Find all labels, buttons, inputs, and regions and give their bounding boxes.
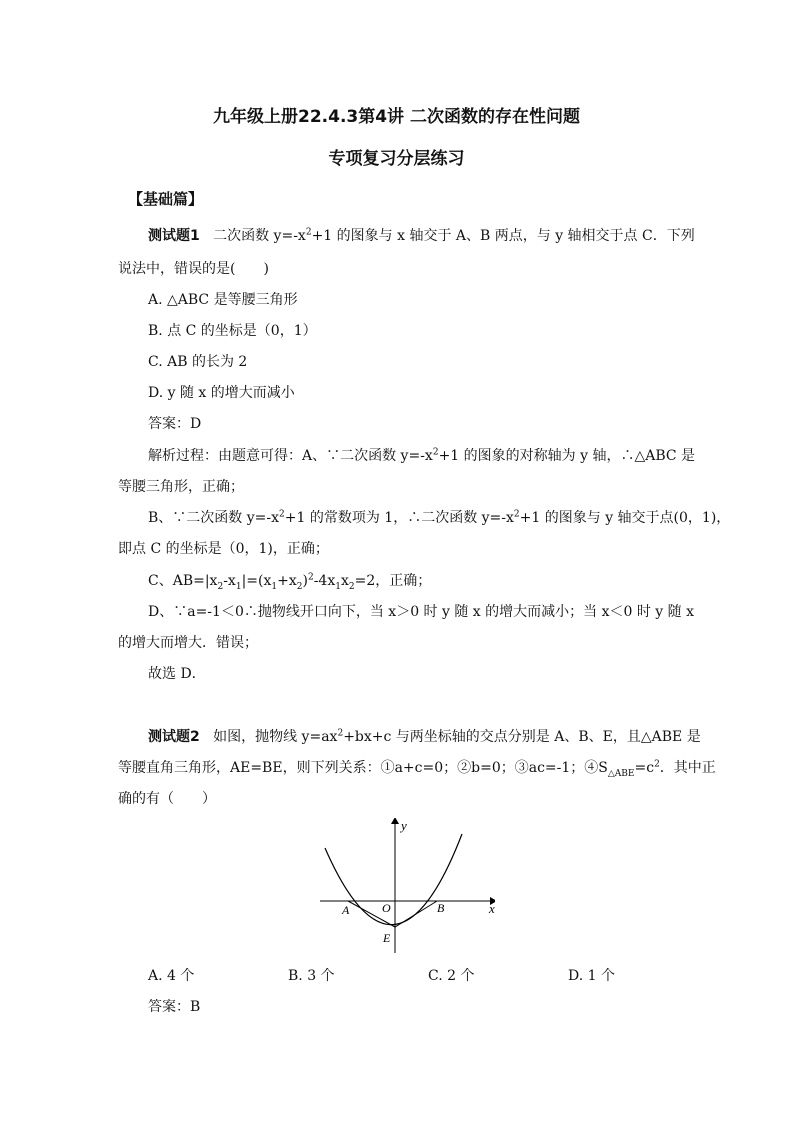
- q1-analysis-line7: 的增大而增大．错误；: [118, 635, 258, 651]
- analysis-sup: 2: [307, 572, 314, 583]
- q1-option-c: C. AB 的长为 2: [148, 354, 248, 370]
- analysis-sub: 2: [296, 581, 303, 592]
- q1-stem-line1: [148, 226, 695, 246]
- analysis-text: C、AB=|x: [148, 573, 218, 589]
- q1-analysis-line1: [148, 446, 695, 466]
- q2-stem-line2: [118, 758, 716, 778]
- q1-option-a: A. △ABC 是等腰三角形: [148, 292, 298, 308]
- q1-label: 测试题1: [148, 228, 200, 244]
- analysis-sup: 2: [279, 509, 285, 520]
- doc-title: 九年级上册22.4.3第4讲 二次函数的存在性问题: [213, 107, 580, 127]
- analysis-text: 解析过程：由题意可得：A、∵二次函数 y=-x: [148, 448, 433, 464]
- q1-analysis-line6: D、∵a=-1＜0∴抛物线开口向下，当 x＞0 时 y 随 x 的增大而减小；当 x＜0 时 y 随 x: [148, 604, 695, 620]
- q1-option-b: B. 点 C 的坐标是（0，1）: [148, 323, 317, 339]
- q2-option-b: B. 3 个: [288, 968, 335, 984]
- analysis-text: +1 的常数项为 1，∴二次函数 y=-x: [284, 510, 514, 526]
- label-a: A: [342, 903, 350, 917]
- analysis-sub: 1: [271, 581, 278, 592]
- analysis-text: |=(x: [241, 573, 272, 589]
- triangle-abe: [348, 901, 437, 927]
- section-heading: 【基础篇】: [128, 190, 204, 208]
- label-e: E: [383, 931, 391, 945]
- analysis-text: B、∵二次函数 y=-x: [148, 510, 280, 526]
- analysis-text: -x: [223, 573, 236, 589]
- q2-label: 测试题2: [148, 729, 200, 745]
- q1-answer: 答案：D: [148, 416, 202, 432]
- q2-stem-line3: 确的有（ ）: [118, 791, 216, 807]
- q1-analysis-line2: 等腰三角形，正确；: [118, 479, 244, 495]
- analysis-text: x: [340, 573, 349, 589]
- analysis-sup: 2: [432, 447, 439, 458]
- analysis-text: =2，正确；: [354, 573, 432, 589]
- label-x: x: [489, 901, 495, 916]
- analysis-sup: 2: [513, 509, 520, 520]
- analysis-text: +1 的图象的对称轴为 y 轴，∴△ABC 是: [438, 448, 696, 464]
- q2-stem-line1: [148, 727, 701, 747]
- analysis-sub: 1: [235, 581, 242, 592]
- q1-option-d: D. y 随 x 的增大而减小: [148, 385, 295, 401]
- analysis-sub: 1: [335, 581, 341, 592]
- q1-stem-text: +1 的图象与 x 轴交于 A、B 两点，与 y 轴相交于点 C．下列: [311, 228, 695, 244]
- q2-stem-sub: △ABE: [607, 768, 635, 779]
- q2-stem-text: =c: [634, 760, 655, 776]
- q2-option-c: C. 2 个: [428, 968, 475, 984]
- q2-option-d: D. 1 个: [568, 968, 615, 984]
- q1-stem-sup: 2: [305, 227, 312, 238]
- q1-stem-line2: 说法中，错误的是( ): [118, 261, 269, 277]
- q2-stem-text: 如图，抛物线 y=ax: [213, 729, 338, 745]
- q1-analysis-line5: [148, 571, 431, 591]
- analysis-text: +1 的图象与 y 轴交于点(0，1)，: [519, 510, 731, 526]
- analysis-text: -4x: [313, 573, 336, 589]
- q2-stem-text: +bx+c 与两坐标轴的交点分别是 A、B、E，且△ABE 是: [343, 729, 701, 745]
- q2-stem-text: 等腰直角三角形，AE=BE，则下列关系：①a+c=0；②b=0；③ac=-1；④S: [118, 760, 608, 776]
- q1-analysis-line4: 即点 C 的坐标是（0，1)，正确；: [118, 541, 329, 557]
- analysis-text: +x: [277, 573, 297, 589]
- q1-stem-text: 二次函数 y=-x: [213, 228, 306, 244]
- q1-analysis-line8: 故选 D．: [148, 666, 206, 682]
- q1-analysis-line3: [148, 508, 730, 528]
- q2-option-a: A. 4 个: [148, 968, 195, 984]
- q2-stem-sup: 2: [337, 728, 344, 739]
- label-y: y: [401, 818, 407, 833]
- label-b: B: [437, 901, 445, 915]
- analysis-sub: 2: [348, 581, 355, 592]
- q2-answer: 答案：B: [148, 999, 201, 1015]
- analysis-text: ): [302, 573, 308, 589]
- q2-stem-sup: 2: [654, 759, 660, 770]
- y-axis-arrow: [391, 818, 399, 824]
- doc-subtitle: 专项复习分层练习: [328, 149, 465, 169]
- analysis-sub: 2: [217, 581, 224, 592]
- parabola-figure: [320, 818, 495, 956]
- q2-stem-text: ．其中正: [659, 760, 716, 776]
- label-o: O: [382, 901, 391, 915]
